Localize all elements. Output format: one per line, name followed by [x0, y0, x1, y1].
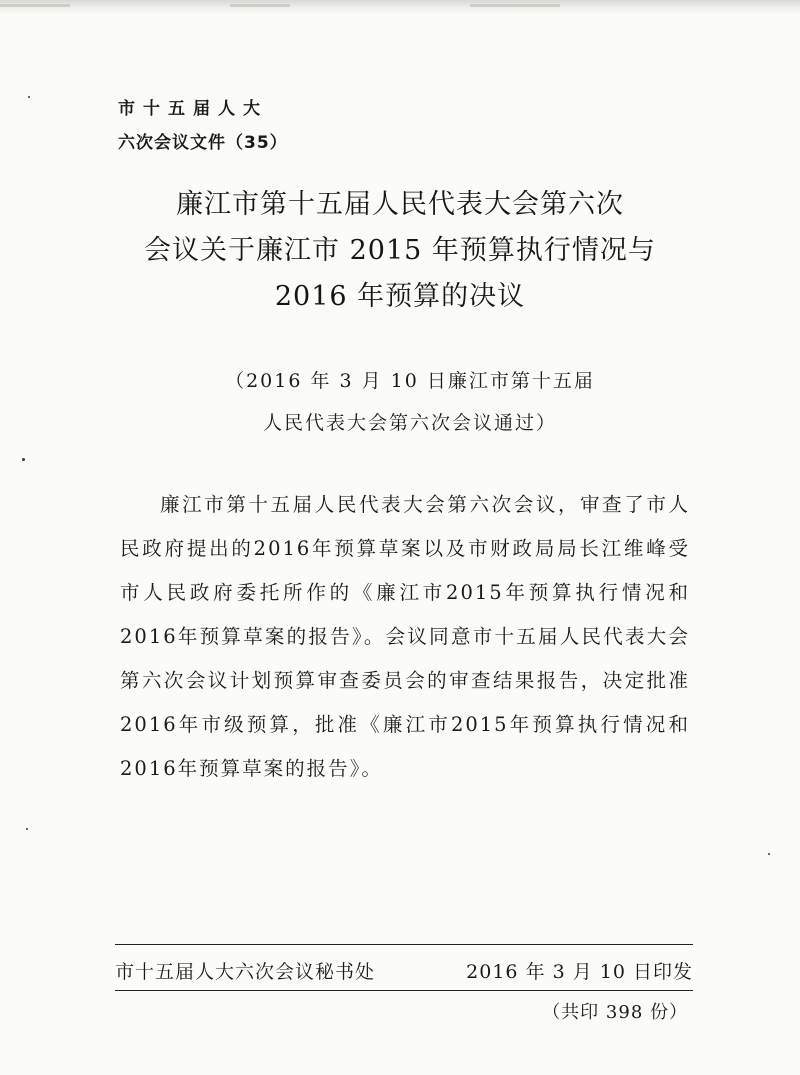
scan-speck: [768, 853, 770, 855]
adoption-note-line-1: （2016 年 3 月 10 日廉江市第十五届: [225, 370, 595, 392]
issuer-line-2: 六次会议文件（35）: [118, 133, 288, 153]
adoption-note: [100, 360, 720, 444]
document-title: [100, 182, 700, 320]
print-copies: （共印 398 份）: [542, 1002, 688, 1023]
footer-rule-bottom: [115, 990, 693, 991]
scan-streak: [470, 4, 560, 7]
adoption-note-line-2: 人民代表大会第六次会议通过）: [262, 412, 557, 434]
scan-speck: [22, 458, 25, 461]
scan-streak: [230, 4, 290, 7]
footer-rule-top: [115, 944, 693, 945]
resolution-body: 廉江市第十五届人民代表大会第六次会议，审查了市人民政府提出的2016年预算草案以及市财政局局长江维峰受市人民政府委托所作的《廉江市2015年预算执行情况和2016年预算草案的报告》。会议同意市十五届人民代表大会第六次会议计划预算审查委员会的审查结果报告，决定批准2016年市级预算，批准《廉江市2015年预算执行情况和2016年预算草案的报告》。: [120, 493, 690, 780]
issuer-line-1: 市十五届人大: [118, 99, 268, 119]
title-line-1: 廉江市第十五届人民代表大会第六次: [176, 189, 624, 220]
title-line-3: 2016 年预算的决议: [274, 281, 526, 312]
issue-date: 2016 年 3 月 10 日印发: [466, 961, 693, 983]
scan-speck: [26, 828, 28, 830]
scan-streak: [0, 4, 70, 7]
issuing-office: 市十五届人大六次会议秘书处: [115, 961, 376, 983]
scan-edge-shadow: [0, 0, 800, 14]
title-line-2: 会议关于廉江市 2015 年预算执行情况与: [144, 235, 656, 266]
scan-speck: [28, 96, 30, 98]
